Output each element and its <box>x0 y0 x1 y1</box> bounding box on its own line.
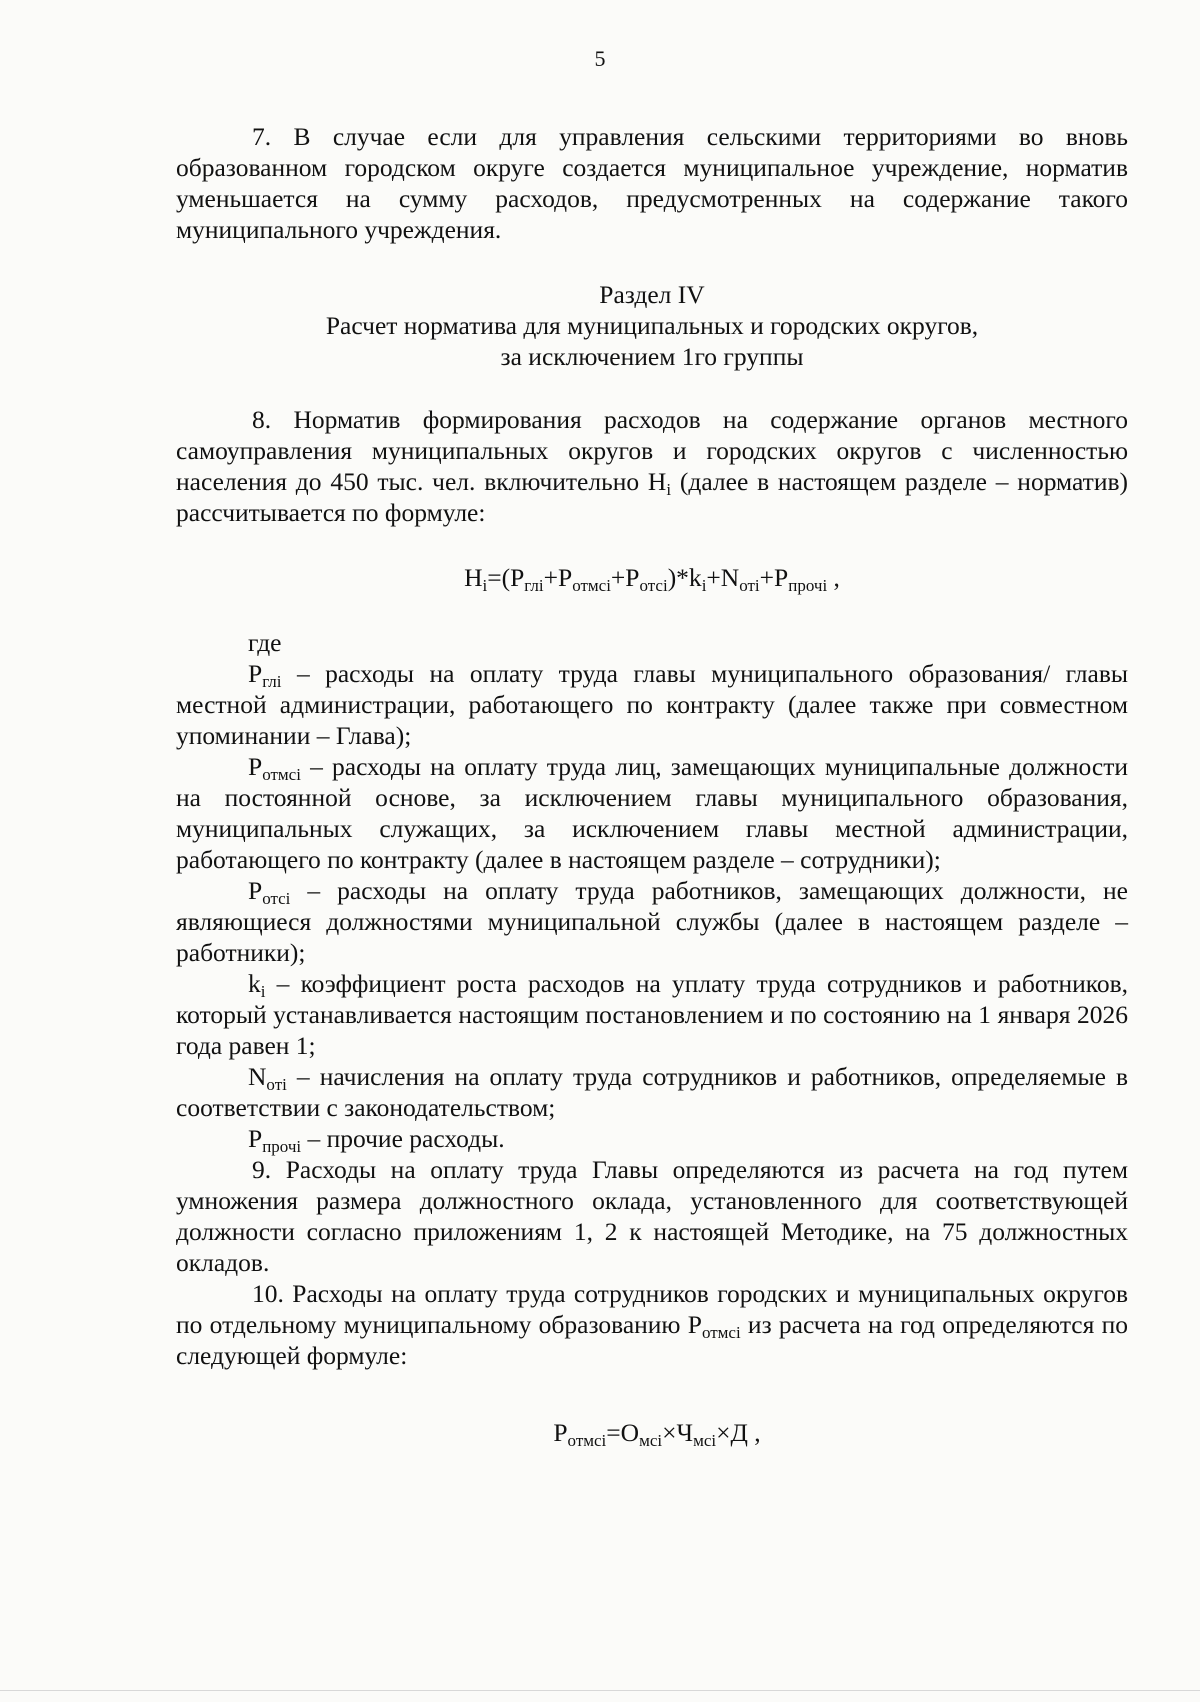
definition-text: – расходы на оплату труда работников, замещающих должности, не являющиеся должностями муниципальной службы (далее в настоящем разделе – работники); <box>176 876 1128 967</box>
where-label: где <box>248 628 282 657</box>
definition-item <box>176 1123 1128 1154</box>
paragraph-10-text-b: из расчета на год определяются по следующей формуле: <box>176 1310 1129 1370</box>
definition-item <box>176 658 1128 751</box>
definition-text: – начисления на оплату труда сотрудников и работников, определяемые в соответствии с законодательством; <box>176 1062 1128 1122</box>
definition-text: – расходы на оплату труда лиц, замещающих муниципальные должности на постоянной основе, за исключением главы муниципального образования, муниципальных служащих, за исключением главы местной администрации, работающего по контракту (далее в настоящем разделе – сотрудники); <box>176 752 1128 874</box>
formula-subscript: прочi <box>788 576 828 595</box>
scan-edge-line <box>0 1690 1200 1691</box>
formula-part: +Р <box>543 563 573 592</box>
formula-subscript: мсi <box>639 1431 663 1450</box>
definition-symbol: Р <box>248 659 263 688</box>
paragraph-8-subscript: i <box>666 480 672 499</box>
formula-subscript: i <box>482 576 488 595</box>
formula-part: )*k <box>667 563 702 592</box>
formula-part: =О <box>606 1418 640 1447</box>
definition-text: – расходы на оплату труда главы муниципального образования/ главы местной администрации, работающего по контракту (далее также при совместном упоминании – Глава); <box>176 659 1128 750</box>
formula-part: Н <box>464 563 483 592</box>
formula-subscript: i <box>701 576 707 595</box>
formula-subscript: отмсi <box>567 1431 607 1450</box>
definition-text: – коэффициент роста расходов на уплату труда сотрудников и работников, который устанавливается настоящим постановлением и по состоянию на 1 января 2026 года равен 1; <box>176 969 1128 1060</box>
definition-symbol: N <box>248 1062 267 1091</box>
paragraph-8 <box>176 404 1128 528</box>
formula-part: ×Д , <box>716 1418 761 1447</box>
section-title: Раздел IV <box>599 280 705 309</box>
definition-symbol: k <box>248 969 261 998</box>
definition-text: – прочие расходы. <box>301 1124 505 1153</box>
definition-symbol: Р <box>248 1124 263 1153</box>
formula-employee-pay <box>176 1417 1128 1448</box>
definition-item <box>176 968 1128 1061</box>
formula-subscript: глi <box>524 576 544 595</box>
formula-subscript: мсi <box>693 1431 717 1450</box>
paragraph-9: 9. Расходы на оплату труда Главы определяются из расчета на год путем умножения размера должностного оклада, установленного для соответствующей должности согласно приложениям 1, 2 к настоящей Методике, на 75 должностных окладов. <box>176 1155 1128 1277</box>
definition-subscript: отмсi <box>262 765 301 784</box>
section-subtitle-line-1: Расчет норматива для муниципальных и городских округов, <box>325 311 979 340</box>
page-number: 5 <box>594 46 606 71</box>
formula-subscript: отмсi <box>572 576 611 595</box>
formula-part: +N <box>706 563 740 592</box>
definitions-list <box>176 658 1128 1154</box>
definition-subscript: глi <box>262 672 282 691</box>
formula-part: , <box>827 563 840 592</box>
document-body <box>176 121 1128 1448</box>
paragraph-8-text-a: 8. Норматив формирования расходов на содержание органов местного самоуправления муниципальных округов и городских округов с численностью населения до 450 тыс. чел. включительно Н <box>176 405 1128 496</box>
section-heading <box>176 279 1128 372</box>
paragraph-10 <box>176 1278 1128 1371</box>
formula-part: ×Ч <box>662 1418 694 1447</box>
definition-item <box>176 875 1128 968</box>
formula-part: +Р <box>610 563 640 592</box>
definition-subscript: отсi <box>262 889 291 908</box>
formula-part: +Р <box>759 563 789 592</box>
formula-norm <box>176 562 1128 593</box>
definition-subscript: i <box>260 982 266 1001</box>
section-subtitle-line-2: за исключением 1го группы <box>500 342 804 371</box>
formula-part: =(Р <box>487 563 525 592</box>
definition-symbol: Р <box>248 752 263 781</box>
definition-item <box>176 1061 1128 1123</box>
definition-subscript: прочi <box>262 1137 302 1156</box>
paragraph-7: 7. В случае если для управления сельскими территориями во вновь образованном городском округе создается муниципальное учреждение, норматив уменьшается на сумму расходов, предусмотренных на содержание такого муниципального учреждения. <box>176 122 1128 244</box>
definition-item <box>176 751 1128 875</box>
paragraph-8-text-b: (далее в настоящем разделе – норматив) рассчитывается по формуле: <box>176 467 1128 527</box>
definition-subscript: отi <box>266 1075 287 1094</box>
formula-subscript: отсi <box>639 576 668 595</box>
paragraph-10-text-a: 10. Расходы на оплату труда сотрудников городских и муниципальных округов по отдельному муниципальному образованию Р <box>176 1279 1128 1339</box>
formula-part: Р <box>553 1418 568 1447</box>
formula-subscript: отi <box>739 576 760 595</box>
paragraph-10-subscript: отмсi <box>701 1323 741 1342</box>
definition-symbol: Р <box>248 876 263 905</box>
